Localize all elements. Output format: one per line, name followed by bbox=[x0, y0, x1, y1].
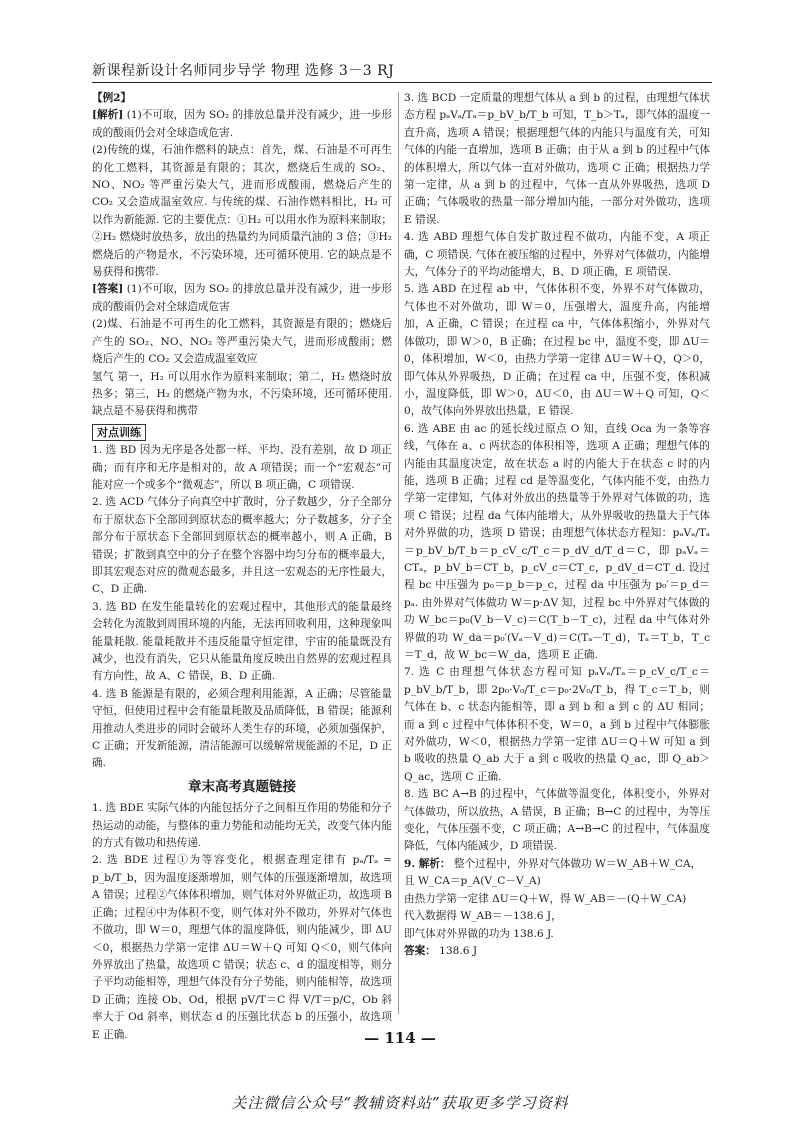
chapter-title: 章末高考真题链接 bbox=[188, 778, 296, 795]
left-column bbox=[92, 90, 392, 1044]
q9-line: 即气体对外界做的功为 138.6 J. bbox=[404, 927, 554, 940]
exam-item: 4. 选 ABD 理想气体自发扩散过程不做功，内能不变，A 项正确，C 项错误. 气体在被压缩的过程中，外界对气体做功，内能增大，气体分子的平均动能增大，B、D 项正确，E 项错误. bbox=[404, 231, 710, 279]
drill-item: 3. 选 BD 在发生能量转化的宏观过程中，其他形式的能量最终会转化为流散到周围环境的内能，无法再回收利用，这种现象叫能量耗散. 能量耗散并不违反能量守恒定律，宇宙的能量既没有减少，也没有消失，它只从能量角度反映出自然界的宏观过程具有方向性，故 A、C 错误，B、D 正确. bbox=[92, 600, 392, 683]
answer-tag: [答案] bbox=[92, 283, 124, 296]
q9-answer: 138.6 J bbox=[439, 944, 478, 957]
answer-text-1: (1)不可取，因为 SO₂ 的排放总量并没有减少，进一步形成的酸雨仍会对全球造成危害 bbox=[92, 283, 392, 313]
exam-item: 3. 选 BCD 一定质量的理想气体从 a 到 b 的过程，由理想气体状态方程 pₐVₐ/Tₐ＝p_bV_b/T_b 可知，T_b＞Tₐ，即气体的温度一直升高，选项 A 错误；根据理想气体的内能只与温度有关，可知气体的内能一直增加，选项 B 正确；由于从 a 到 b 的过程中气体的体积增大，所以气体一直对外做功，选项 C 正确；根据热力学第一定律，从 a 到 b 的过程中，气体一直从外界吸热，选项 D 正确；气体吸收的热量一部分增加内能，一部分对外做功，选项 E 错误. bbox=[404, 92, 710, 226]
analysis-text-2: (2)传统的煤，石油作燃料的缺点：首先，煤、石油是不可再生的化工燃料，其资源是有限的；其次，燃烧后生成的 SO₂、NO、NO₂ 等严重污染大气，进而形成酸雨，燃烧后产生的 CO₂ 又会造成温室效应. 与传统的煤、石油作燃料相比，H₂ 可以作为新能源. 它的主要优点：①H₂ 可以用水作为原料来制取；②H₂ 燃烧时放热多，放出的热量约为同质量汽油的 3 倍；③H₂ 燃烧后的产物是水，不污染环境，还可循环使用. 它的缺点是不易获得和携带. bbox=[92, 144, 392, 279]
header-rule bbox=[92, 82, 712, 83]
q9-line: 由热力学第一定律 ΔU＝Q＋W，得 W_AB＝－(Q＋W_CA) bbox=[404, 892, 687, 905]
answer-text-3: 氢气 第一，H₂ 可以用水作为原料来制取；第二，H₂ 燃烧时放热多；第三，H₂ 的燃烧产物为水，不污染环境，还可循环使用. 缺点是不易获得和携带 bbox=[92, 370, 392, 418]
footer-note: 关注微信公众号“教辅资料站”获取更多学习资料 bbox=[231, 1094, 569, 1112]
analysis-text-1: (1)不可取，因为 SO₂ 的排放总量并没有减少，进一步形成的酸雨仍会对全球造成危害. bbox=[92, 109, 392, 139]
example-tag: 【例2】 bbox=[92, 92, 132, 104]
q9-answer-tag: 答案： bbox=[404, 944, 436, 957]
right-column bbox=[404, 90, 710, 960]
section-title: 对点训练 bbox=[92, 424, 146, 441]
answer-text-2: (2)煤、石油是不可再生的化工燃料，其资源是有限的；燃烧后产生的 SO₂、NO、NO₂ 等严重污染大气，进而形成酸雨；燃烧后产生的 CO₂ 又会造成温室效应 bbox=[92, 318, 392, 366]
exam-item: 2. 选 BDE 过程①为等容变化，根据查理定律有 pₐ/Tₐ = p_b/T_b，因为温度逐渐增加，则气体的压强逐渐增加，故选项 A 错误；过程②气体体积增加，则气体对外界做正功，故选项 B 正确；过程④中为体积不变，则气体对外不做功，外界对气体也不做功，即 W＝0，理想气体的温度降低，则内能减少，即 ΔU＜0，根据热力学第一定律 ΔU＝W＋Q 可知 Q＜0，则气体向外界放出了热量，故选项 C 错误；状态 c、d 的温度相等，则分子平均动能相等，理想气体没有分子势能，则内能相等，故选项 D 正确；连接 Ob、Od，根据 pV/T＝C 得 V/T＝p/C，Ob 斜率大于 Od 斜率，则状态 d 的压强比状态 b 的压强小，故选项 E 正确. bbox=[92, 854, 392, 1041]
analysis-tag: [解析] bbox=[92, 109, 124, 122]
running-header: 新课程新设计名师同步导学 物理 选修 3－3 RJ bbox=[92, 63, 395, 79]
q9-line: 代入数据得 W_AB＝－138.6 J， bbox=[404, 910, 562, 923]
drill-item: 2. 选 ACD 气体分子向真空中扩散时，分子数越少，分子全部分布于原状态下全部回到原状态的概率越大；分子数越多，分子全部分布于原状态下全部回到原状态的概率越小，则 A 正确，B 错误；扩散到真空中的分子在整个容器中均匀分布的概率最大，即其宏观态对应的微观态最多，并且这一宏观态的无序性最大，C、D 正确. bbox=[92, 496, 392, 596]
exam-item: 7. 选 C 由理想气体状态方程可知 pₐVₐ/Tₐ＝p_cV_c/T_c＝p_bV_b/T_b，即 2p₀·V₀/T_c＝p₀·2V₀/T_b，得 T_c＝T_b，则气体在 b、c 状态内能相等，即 a 到 b 和 a 到 c 的 ΔU 相同；而 a 到 c 过程中气体体积不变，W＝0，a 到 b 过程中气体膨胀对外做功，W＜0，根据热力学第一定律 ΔU＝Q＋W 可知 a 到 b 吸收的热量 Q_ab 大于 a 到 c 吸收的热量 Q_ac，即 Q_ab＞Q_ac，选项 C 正确. bbox=[404, 666, 710, 783]
column-divider bbox=[398, 92, 399, 1014]
page-number: — 114 — bbox=[364, 1029, 436, 1047]
exam-item: 5. 选 ABD 在过程 ab 中，气体体积不变，外界不对气体做功，气体也不对外做功，即 W＝0，压强增大，温度升高，内能增加，A 正确，C 错误；在过程 ca 中，气体体积缩小，外界对气体做功，即 W＞0，B 正确；在过程 bc 中，温度不变，即 ΔU＝0，体积增加，W＜0，由热力学第一定律 ΔU＝W＋Q，Q＞0，即气体从外界吸热，D 正确；在过程 ca 中，压强不变，体积减小，温度降低，即 W＞0，ΔU＜0，由 ΔU＝W＋Q 可知，Q＜0，故气体向外界放出热量，E 错误. bbox=[404, 283, 710, 418]
exam-item: 8. 选 BC A→B 的过程中，气体做等温变化，体积变小，外界对气体做功，所以放热，A 错误，B 正确；B→C 的过程中，为等压变化，气体压强不变，C 项正确；A→B→C 的过程中，气体温度降低，气体内能减少，D 项错误. bbox=[404, 788, 710, 853]
drill-item: 4. 选 B 能源是有限的，必须合理利用能源，A 正确；尽管能量守恒，但使用过程中会有能量耗散及品质降低，B 错误；能源利用推动人类进步的同时会破坏人类生存的环境，必须加强保护，C 正确；开发新能源，清洁能源可以缓解常规能源的不足，D 正确. bbox=[92, 687, 392, 770]
exam-item: 6. 选 ABE 由 ac 的延长线过原点 O 知，直线 Oca 为一条等容线，气体在 a、c 两状态的体积相等，选项 A 正确；理想气体的内能由其温度决定，故在状态 a 时的内能大于在状态 c 时的内能，选项 B 正确；过程 cd 是等温变化，气体内能不变，由热力学第一定律知，气体对外放出的热量等于外界对气体做的功，选项 C 错误；过程 da 气体内能增大，从外界吸收的热量大于气体对外界做的功，选项 D 错误；由理想气体状态方程知：pₐVₐ/Tₐ＝p_bV_b/T_b＝p_cV_c/T_c＝p_dV_d/T_d＝C，即 pₐVₐ＝CTₐ，p_bV_b＝CT_b，p_cV_c＝CT_c，p_dV_d＝CT_d. 设过程 bc 中压强为 p₀＝p_b＝p_c，过程 da 中压强为 p₀′＝p_d＝pₐ. 由外界对气体做功 W＝p·ΔV 知，过程 bc 中外界对气体做的功 W_bc＝p₀(V_b－V_c)＝C(T_b－T_c)，过程 da 中气体对外界做的功 W_da＝p₀′(Vₐ－V_d)＝C(Tₐ－T_d)，Tₐ＝T_b，T_c＝T_d，故 W_bc＝W_da，选项 E 正确. bbox=[404, 422, 710, 661]
drill-item: 1. 选 BD 因为无序是各处都一样、平均、没有差别，故 D 项正确；而有序和无序是相对的，故 A 项错误；而一个“宏观态”可能对应一个或多个“微观态”，所以 B 项正确，C 项错误. bbox=[92, 444, 392, 491]
q9-line: 且 W_CA＝p_A(V_C－V_A) bbox=[404, 875, 541, 888]
q9-tag: 9. 解析： bbox=[404, 857, 451, 870]
q9-line: 整个过程中，外界对气体做功 W＝W_AB＋W_CA， bbox=[453, 857, 702, 870]
exam-item: 1. 选 BDE 实际气体的内能包括分子之间相互作用的势能和分子热运动的动能，与整体的重力势能和动能均无关，改变气体内能的方式有做功和热传递. bbox=[92, 802, 392, 850]
